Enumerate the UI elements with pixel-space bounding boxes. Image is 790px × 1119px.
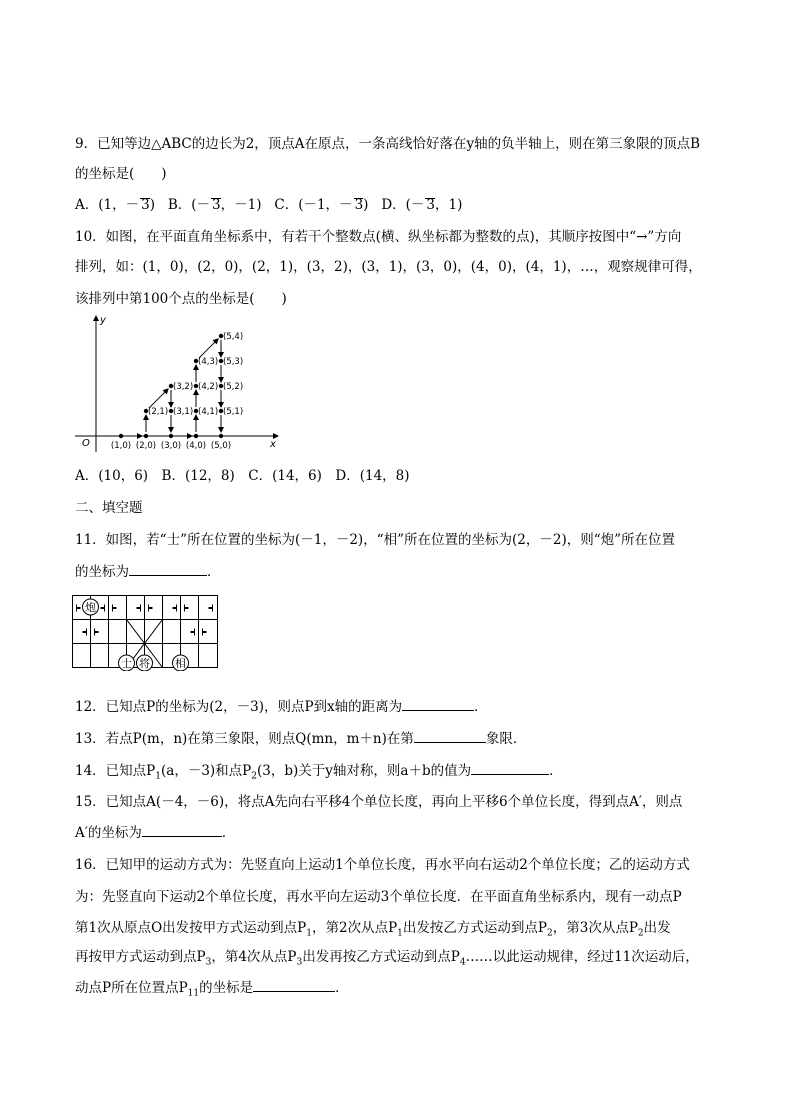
q15-answer-blank[interactable]	[142, 822, 222, 837]
q9-line2: 的坐标是( )	[75, 166, 167, 182]
q11-line2: 的坐标为 ．	[75, 561, 221, 582]
figure-points	[111, 332, 243, 451]
pao-piece-label: 炮	[85, 601, 96, 614]
chess-piece-pao	[83, 599, 99, 615]
point-label: (5,0)	[210, 441, 232, 451]
point-label: (4,0)	[185, 441, 207, 451]
chess-piece-shi	[119, 655, 135, 671]
q10-options: A．(10，6) B．(12，8) C．(14，6) D．(14，8)	[75, 468, 410, 484]
point-label: (5,4)	[223, 332, 244, 342]
point-label: (4,3)	[198, 357, 219, 367]
q16-answer-blank[interactable]	[253, 977, 335, 992]
path-arrow	[199, 339, 218, 358]
q10-line3: 该排列中第100个点的坐标是( )	[75, 291, 287, 307]
q13: 13．若点P(m，n)在第三象限，则点Q(mn，m＋n)在第 象限．	[75, 728, 526, 749]
q13-answer-blank[interactable]	[414, 728, 486, 743]
q9-option-a: A．(1，－ 3)	[75, 197, 155, 213]
y-axis-label: y	[100, 315, 106, 326]
point-dot	[194, 434, 198, 438]
shi-piece-label: 士	[121, 657, 132, 670]
point-label: (3,2)	[173, 382, 194, 392]
q9-options	[75, 195, 462, 215]
q10-line2: 排列，如：(1，0)，(2，0)，(2，1)，(3，2)，(3，1)，(3，0)，(4，0)，(4，1)，…，观察规律可得，	[75, 259, 702, 275]
chess-piece-jiang	[137, 655, 153, 671]
q16-line5: 动点P所在位置点$P_{11}$的坐标是 ．	[75, 977, 349, 1004]
q12: 12．已知点P的坐标为(2，－3)，则点P到x轴的距离为 ．	[75, 696, 488, 717]
point-label: (2,1)	[148, 407, 169, 417]
q14-answer-blank[interactable]	[471, 760, 549, 775]
q15-line2: A′的坐标为 ．	[75, 822, 235, 843]
path-arrow	[149, 389, 168, 408]
point-label: (3,0)	[160, 441, 182, 451]
q11-line1: 11．如图，若“士”所在位置的坐标为(－1，－2)，“相”所在位置的坐标为(2，－2)，则“炮”所在位置	[75, 532, 676, 548]
q10-coordinate-figure	[70, 312, 285, 460]
q16-line2: 为：先竖直向下运动2个单位长度，再水平向左运动3个单位长度．在平面直角坐标系内，现有一动点P	[75, 889, 682, 905]
x-axis-label: x	[270, 439, 276, 450]
q10-line1: 10．如图，在平面直角坐标系中，有若干个整数点(横、纵坐标都为整数的点)，其顺序按图中“→”方向	[75, 229, 682, 245]
point-label: (4,1)	[198, 407, 219, 417]
q15-line1: 15．已知点A(－4，－6)，将点A先向右平移4个单位长度，再向上平移6个单位长度，得到点A′，则点	[75, 794, 683, 810]
xiang-piece-label: 相	[175, 657, 186, 670]
origin-label: O	[82, 438, 90, 449]
point-label: (2,0)	[135, 441, 157, 451]
point-label: (5,2)	[223, 382, 244, 392]
jiang-piece-label: 将	[139, 657, 150, 670]
q11-chess-board	[72, 595, 222, 671]
point-dot	[144, 434, 148, 438]
q9-line1: 9．已知等边△ABC的边长为2，顶点A在原点，一条高线恰好落在y轴的负半轴上，则在第三象限的顶点B	[75, 136, 701, 152]
q11-answer-blank[interactable]	[129, 561, 207, 576]
section-title: 二、填空题	[75, 500, 143, 516]
point-dot	[119, 434, 123, 438]
q16-line1: 16．已知甲的运动方式为：先竖直向上运动1个单位长度，再水平向右运动2个单位长度；乙的运动方式	[75, 857, 690, 873]
point-label: (3,1)	[173, 407, 194, 417]
point-label: (1,0)	[110, 441, 132, 451]
chess-piece-xiang	[173, 655, 189, 671]
q16-line4: 再按甲方式运动到点$P_3$，第4次从点$P_3$出发再按乙方式运动到点$P_4\dots\dots$以此运动规律，经过11次运动后，	[75, 949, 699, 968]
point-dot	[169, 434, 173, 438]
q9-option-d: D．(－ 3，1)	[381, 197, 463, 213]
point-label: (4,2)	[198, 382, 219, 392]
q14: 14．已知点$P_1(a$，－3)和点$P_2(3$，b)关于y轴对称，则a＋b的值为 ．	[75, 760, 563, 787]
q9-option-c: C．(－1，－ 3)	[274, 197, 369, 213]
q9-option-b: B．(－ 3，－1)	[167, 197, 262, 213]
q12-answer-blank[interactable]	[402, 696, 474, 711]
point-dot	[219, 434, 223, 438]
q16-line3: 第1次从原点O出发按甲方式运动到点$P_1$，第2次从点$P_1$出发按乙方式运动到点$P_2$，第3次从点$P_2$出发	[75, 920, 671, 939]
point-label: (5,3)	[223, 357, 244, 367]
point-label: (5,1)	[223, 407, 244, 417]
